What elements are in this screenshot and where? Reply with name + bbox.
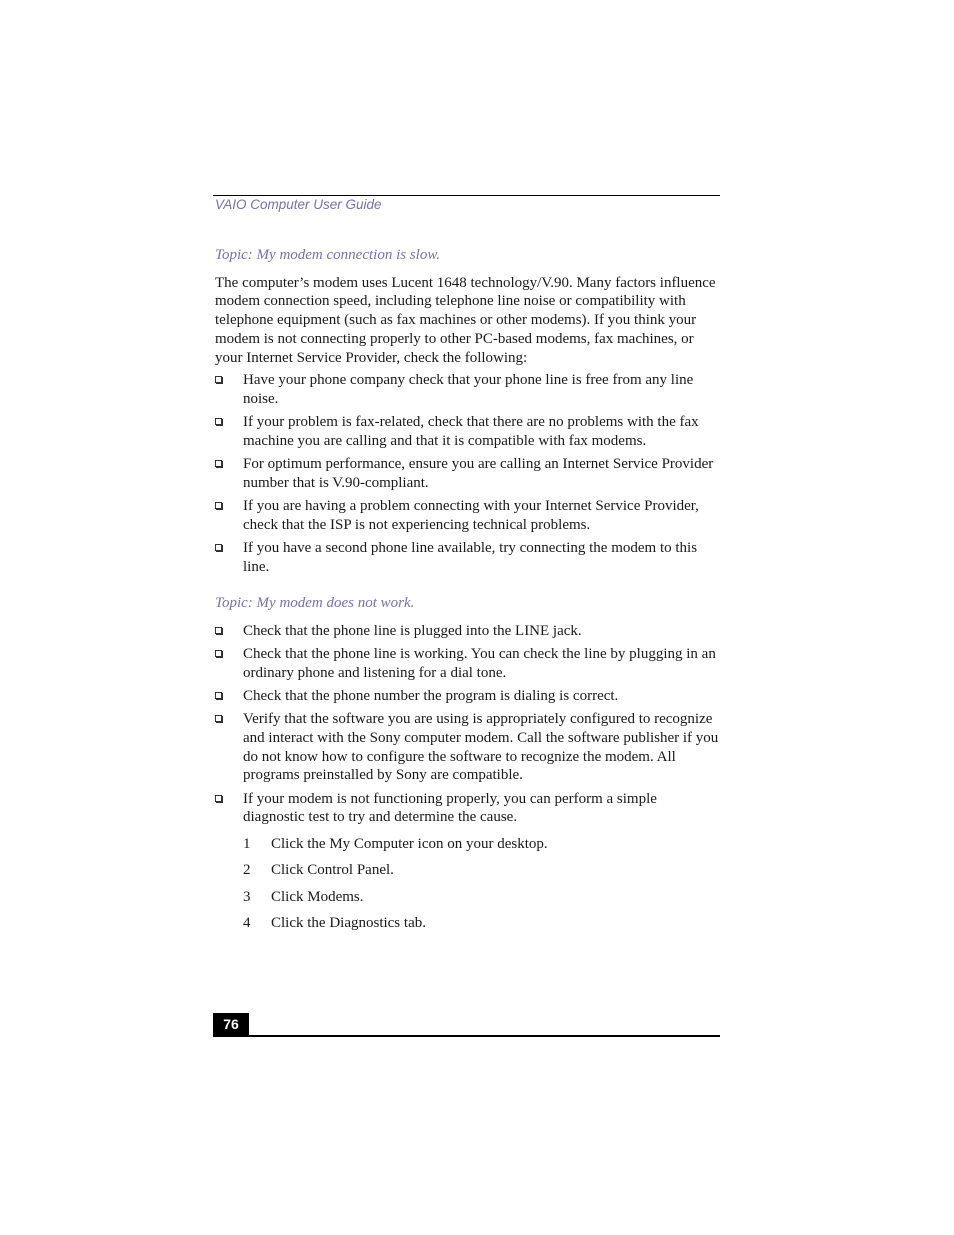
step-number: 3 (243, 888, 251, 905)
step-item (243, 888, 720, 907)
list-item: Check that the phone number the program is dialing is correct. (215, 687, 720, 706)
step-item (243, 835, 720, 854)
step-item (243, 861, 720, 880)
checkbox-bullet-icon (215, 715, 222, 722)
running-header: VAIO Computer User Guide (215, 197, 382, 212)
list-item: Check that the phone line is working. You can check the line by plugging in an ordinary phone and listening for a dial tone. (215, 645, 720, 682)
list-item: If you are having a problem connecting with your Internet Service Provider, check that the ISP is not experiencing technical problems. (215, 497, 720, 534)
list-item: If your problem is fax-related, check that there are no problems with the fax machine you are calling and that it is compatible with fax modems. (215, 413, 720, 450)
checklist-not-work (215, 622, 720, 827)
topic-heading-slow: Topic: My modem connection is slow. (215, 247, 440, 263)
list-item: For optimum performance, ensure you are calling an Internet Service Provider number that is V.90-compliant. (215, 455, 720, 492)
checkbox-bullet-icon (215, 502, 222, 509)
checkbox-bullet-icon (215, 795, 222, 802)
step-text: Click Modems. (271, 888, 364, 905)
step-number: 4 (243, 914, 251, 931)
checkbox-bullet-icon (215, 460, 222, 467)
checkbox-bullet-icon (215, 692, 222, 699)
page-number: 76 (213, 1013, 249, 1036)
checklist-slow (215, 371, 720, 576)
topic-heading-not-work: Topic: My modem does not work. (215, 595, 415, 612)
checkbox-bullet-icon (215, 418, 222, 425)
list-item: If your modem is not functioning properly, you can perform a simple diagnostic test to try and determine the cause. (215, 790, 720, 827)
checkbox-bullet-icon (215, 627, 222, 634)
list-item: Have your phone company check that your phone line is free from any line noise. (215, 371, 720, 408)
checkbox-bullet-icon (215, 376, 222, 383)
intro-paragraph: The computer’s modem uses Lucent 1648 technology/V.90. Many factors influence modem connection speed, including telephone line noise or compatibility with telephone equipment (such as fax machines or other modems). If you think your modem is not connecting properly to other PC-based modems, fax machines, or your Internet Service Provider, check the following: (215, 274, 716, 366)
list-item: If you have a second phone line available, try connecting the modem to this line. (215, 539, 720, 576)
step-text: Click Control Panel. (271, 862, 394, 879)
footer-rule (213, 1035, 720, 1037)
header-rule (213, 195, 720, 196)
step-text: Click the My Computer icon on your desktop. (271, 835, 548, 852)
step-number: 2 (243, 862, 251, 879)
list-item: Verify that the software you are using is appropriately configured to recognize and interact with the Sony computer modem. Call the software publisher if you do not know how to configure the software to recognize the modem. All programs preinstalled by Sony are compatible. (215, 710, 720, 785)
step-text: Click the Diagnostics tab. (271, 914, 426, 931)
step-item (243, 914, 720, 933)
page-content (215, 246, 720, 940)
checkbox-bullet-icon (215, 650, 222, 657)
diagnostic-steps (243, 835, 720, 933)
checkbox-bullet-icon (215, 544, 222, 551)
list-item: Check that the phone line is plugged into the LINE jack. (215, 622, 720, 641)
step-number: 1 (243, 835, 251, 852)
